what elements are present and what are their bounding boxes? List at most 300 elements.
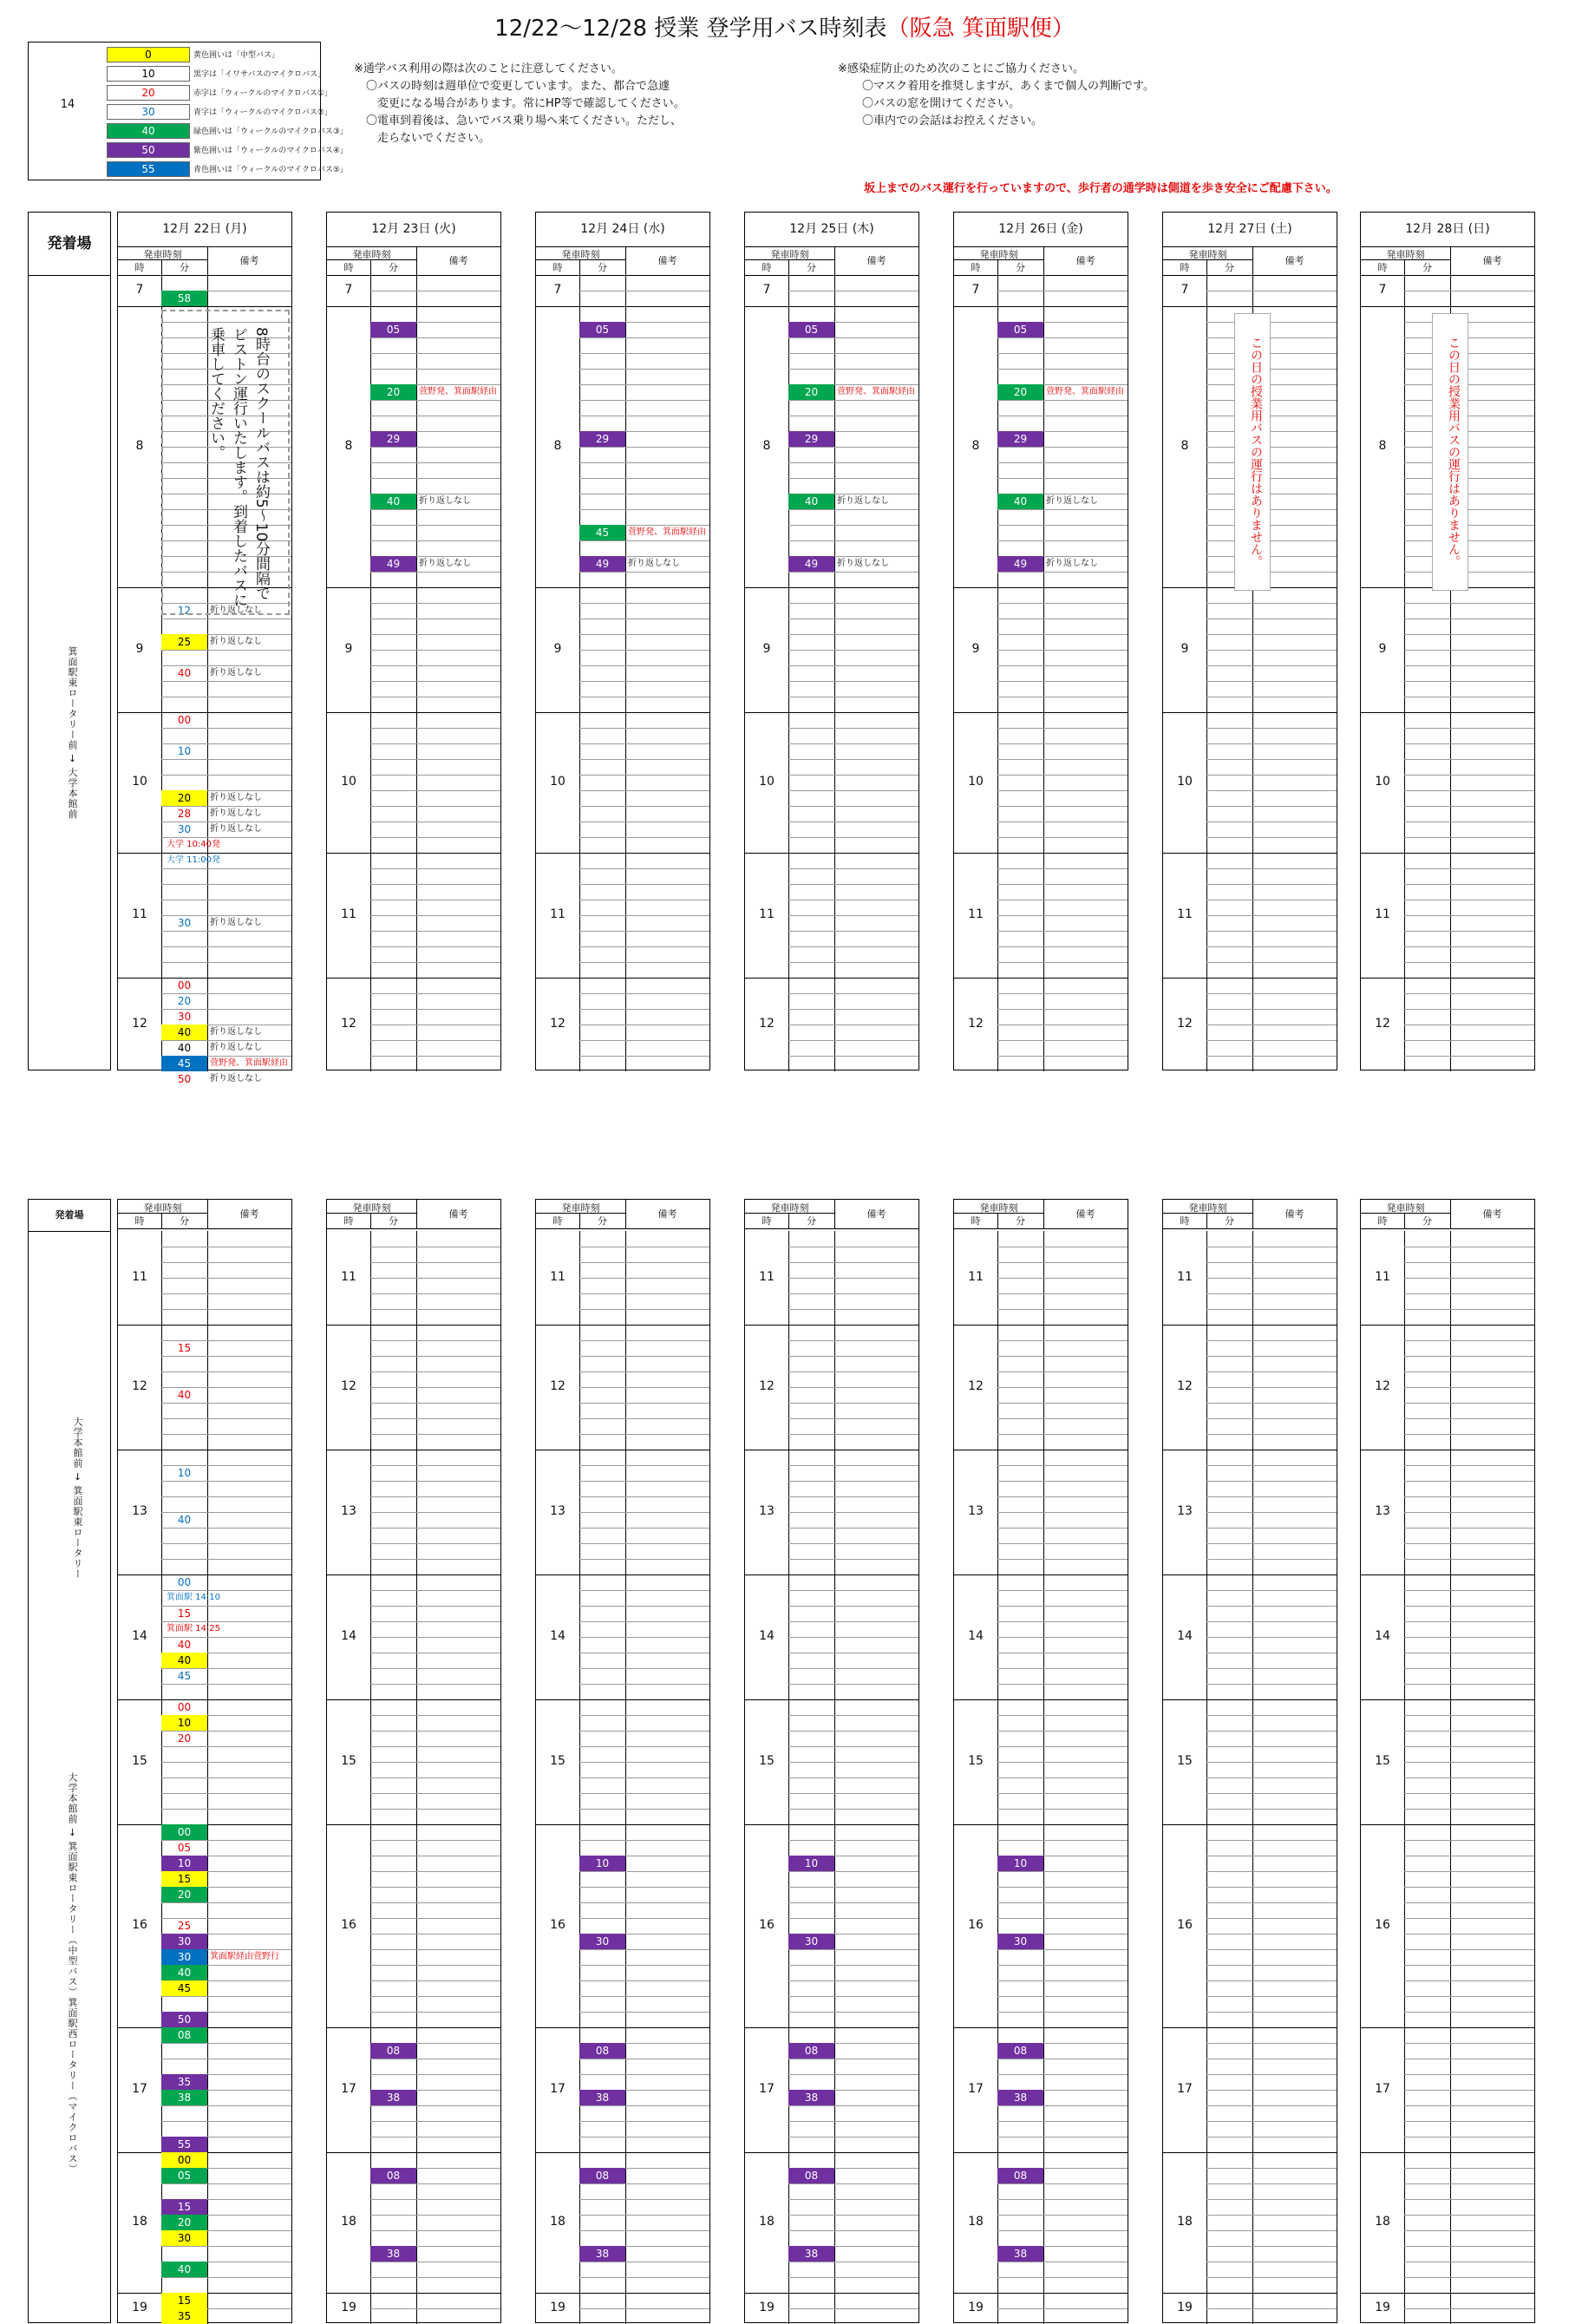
divider: [1252, 246, 1253, 275]
hour-divider: [954, 1325, 1128, 1326]
row-line: [1206, 1559, 1337, 1560]
hour-divider: [536, 306, 709, 307]
divider: [788, 259, 789, 275]
row-line: [370, 447, 500, 448]
hour-number: 7: [135, 283, 144, 297]
day-header: 12月 22日 (月): [118, 213, 291, 247]
row-line: [370, 2183, 500, 2184]
title-sub: （阪急 箕面駅便）: [886, 16, 1075, 42]
row-line: [997, 1887, 1128, 1888]
departure-minute: 20: [177, 995, 192, 1007]
hour-divider: [745, 1325, 919, 1326]
row-line: [788, 1356, 919, 1357]
legend-swatch: 0: [107, 47, 190, 62]
row-line: [579, 1746, 709, 1747]
row-line: [161, 728, 291, 729]
hour-number: 19: [550, 2301, 565, 2314]
hour-divider: [1361, 853, 1534, 854]
row-line: [579, 1965, 709, 1966]
departure-minute: 38: [788, 2246, 834, 2262]
row-line: [579, 369, 709, 370]
departure-minute: 49: [788, 556, 834, 572]
hour-label: 時: [1377, 1215, 1388, 1227]
divider: [997, 259, 998, 275]
row-line: [997, 1621, 1128, 1622]
hour-number: 16: [968, 1918, 984, 1932]
remark: 折り返しなし: [210, 668, 262, 678]
row-line: [370, 2277, 500, 2278]
day-header: 12月 28日 (日): [1361, 213, 1534, 247]
row-line: [997, 650, 1128, 651]
hour-number: 11: [1375, 1270, 1390, 1284]
departure-minute: 25: [177, 1920, 192, 1932]
row-line: [788, 1809, 919, 1810]
hour-number: 14: [550, 1629, 565, 1643]
row-line: [997, 1387, 1128, 1388]
row-line: [579, 1528, 709, 1529]
row-line: [788, 962, 919, 963]
departure-minute: 00: [177, 1701, 192, 1713]
row-line: [788, 1496, 919, 1497]
row-line: [1404, 2012, 1534, 2013]
row-line: [788, 743, 919, 744]
day-column: [326, 1199, 501, 2323]
row-line: [1206, 993, 1337, 994]
row-line: [579, 743, 709, 744]
row-line: [788, 478, 919, 479]
departure-minute: 08: [788, 2043, 834, 2059]
row-line: [1404, 369, 1534, 370]
departure-minute: 08: [579, 2168, 625, 2183]
row-line: [579, 681, 709, 682]
row-line: [1206, 1949, 1337, 1950]
row-line: [1404, 1793, 1534, 1794]
row-line: [1206, 2199, 1337, 2200]
row-line: [161, 681, 291, 682]
timetable-body: [536, 1231, 709, 2324]
hour-label: 時: [1180, 1215, 1190, 1227]
row-line: [1206, 1040, 1337, 1041]
remarks-label: 備考: [1482, 255, 1502, 266]
row-line: [1206, 1980, 1337, 1981]
row-line: [1404, 2230, 1534, 2231]
hour-number: 11: [341, 907, 356, 921]
row-line: [1206, 1496, 1337, 1497]
row-line: [997, 1040, 1128, 1041]
departure-minute: 15: [161, 1871, 207, 1887]
row-line: [1404, 1637, 1534, 1638]
row-line: [579, 2230, 709, 2231]
departure-minute: 45: [579, 525, 625, 540]
hour-number: 8: [1378, 439, 1387, 453]
row-line: [1404, 650, 1534, 651]
row-line: [997, 1559, 1128, 1560]
row-line: [370, 650, 500, 651]
row-line: [1404, 2121, 1534, 2122]
row-line: [1206, 1840, 1337, 1841]
row-line: [1404, 1056, 1534, 1057]
row-line: [997, 1996, 1128, 1997]
remarks-label: 備考: [448, 1208, 468, 1220]
remark: 折り返しなし: [837, 559, 889, 568]
row-line: [1206, 1918, 1337, 1919]
departure-minute: 49: [997, 556, 1043, 572]
hour-number: 9: [1378, 642, 1387, 656]
row-line: [997, 1371, 1128, 1372]
title-main: 12/22〜12/28 授業 登学用バス時刻表: [494, 16, 887, 42]
row-line: [161, 1777, 291, 1778]
row-line: [579, 2012, 709, 2013]
row-line: [1404, 1403, 1534, 1404]
row-line: [1206, 525, 1337, 526]
subheader: [1163, 246, 1337, 276]
departure-minute: 15: [161, 2199, 207, 2215]
row-line: [788, 1309, 919, 1310]
hour-divider: [327, 1824, 500, 1825]
dep-time-label: 発車時刻: [1188, 1202, 1227, 1214]
row-line: [997, 2230, 1128, 2231]
hour-divider: [1361, 712, 1534, 713]
hour-number: 11: [132, 1270, 147, 1284]
hour-number: 9: [762, 642, 771, 656]
row-line: [1404, 1434, 1534, 1435]
departure-minute: 00: [177, 714, 192, 726]
departure-minute: 28: [177, 808, 192, 820]
row-line: [997, 353, 1128, 354]
hour-number: 13: [1375, 1504, 1390, 1518]
hour-number: 12: [132, 1379, 147, 1393]
hour-divider: [745, 1824, 919, 1825]
hour-number: 12: [132, 1017, 147, 1031]
row-line: [1206, 1340, 1337, 1341]
hour-divider: [745, 1699, 919, 1700]
row-line: [788, 1949, 919, 1950]
row-line: [579, 775, 709, 776]
row-line: [997, 1840, 1128, 1841]
row-line: [1404, 1980, 1534, 1981]
divider: [1043, 275, 1044, 1071]
row-line: [579, 1731, 709, 1732]
departure-minute: 40: [161, 1653, 207, 1668]
hour-divider: [745, 2152, 919, 2153]
row-line: [370, 1465, 500, 1466]
remarks-label: 備考: [239, 255, 259, 266]
departure-minute: 35: [161, 2074, 207, 2090]
row-line: [1404, 1965, 1534, 1966]
row-line: [1404, 2246, 1534, 2247]
row-line: [579, 1777, 709, 1778]
divider: [1404, 1213, 1405, 1228]
row-line: [997, 1512, 1128, 1513]
legend-swatch: 55: [107, 161, 190, 177]
row-line: [370, 868, 500, 869]
row-line: [1206, 681, 1337, 682]
departure-minute: 40: [788, 494, 834, 509]
divider: [579, 275, 580, 1071]
hour-label: 時: [971, 262, 981, 273]
row-line: [1206, 1465, 1337, 1466]
row-line: [370, 1902, 500, 1903]
departure-minute: 00: [161, 1824, 207, 1840]
minute-label: 分: [1016, 262, 1025, 273]
minute-label: 分: [1016, 1215, 1025, 1227]
row-line: [997, 2277, 1128, 2278]
hour-number: 12: [550, 1379, 565, 1393]
timetable-body: [118, 275, 291, 1085]
row-line: [370, 931, 500, 932]
departure-minute: 12: [177, 605, 192, 617]
timetable-body: [327, 1231, 500, 2324]
row-line: [1404, 1840, 1534, 1841]
hour-divider: [954, 978, 1128, 979]
row-line: [997, 1434, 1128, 1435]
row-line: [161, 1543, 291, 1544]
departure-minute: 20: [161, 790, 207, 806]
legend: [28, 42, 348, 180]
row-line: [579, 1809, 709, 1810]
departure-minute: 49: [579, 556, 625, 572]
row-line: [579, 2105, 709, 2106]
row-line: [788, 1606, 919, 1607]
row-line: [788, 915, 919, 916]
row-line: [370, 2308, 500, 2309]
hour-number: 11: [550, 907, 565, 921]
legend-row: [107, 160, 348, 178]
departure-minute: 20: [177, 1732, 192, 1745]
row-line: [997, 1056, 1128, 1057]
row-line: [370, 962, 500, 963]
hour-divider: [954, 587, 1128, 588]
row-line: [997, 1684, 1128, 1685]
row-line: [997, 681, 1128, 682]
row-line: [579, 1793, 709, 1794]
hour-divider: [954, 712, 1128, 713]
minute-label: 分: [1422, 262, 1432, 273]
hour-divider: [1163, 2293, 1337, 2294]
hour-number: 17: [1375, 2082, 1390, 2096]
row-line: [1404, 2215, 1534, 2216]
row-line: [997, 1496, 1128, 1497]
hour-number: 13: [341, 1504, 356, 1518]
remark: 大学 10:40発: [167, 840, 220, 849]
row-line: [1404, 665, 1534, 666]
row-line: [579, 931, 709, 932]
row-line: [1404, 962, 1534, 963]
row-line: [788, 1684, 919, 1685]
departure-minute: 40: [177, 1639, 192, 1651]
row-line: [1206, 322, 1337, 323]
hour-number: 12: [1177, 1379, 1193, 1393]
row-line: [1206, 2074, 1337, 2075]
hour-number: 10: [1177, 775, 1193, 789]
row-line: [1206, 2090, 1337, 2091]
hour-number: 15: [1177, 1754, 1193, 1768]
row-line: [370, 1278, 500, 1279]
hour-divider: [327, 1699, 500, 1700]
row-line: [579, 447, 709, 448]
day-column: [1162, 1199, 1337, 2323]
hour-label: 時: [762, 262, 772, 273]
subheader: [118, 1200, 291, 1229]
row-line: [370, 1918, 500, 1919]
row-line: [788, 337, 919, 338]
hour-number: 12: [759, 1379, 775, 1393]
row-line: [788, 1465, 919, 1466]
departure-minute: 30: [177, 1011, 192, 1023]
departure-minute: 38: [161, 2090, 207, 2105]
row-line: [788, 1887, 919, 1888]
row-line: [579, 1278, 709, 1279]
row-line: [370, 1481, 500, 1482]
divider: [997, 1213, 998, 1228]
row-line: [1206, 1668, 1337, 1669]
remark: 折り返しなし: [210, 637, 262, 646]
row-line: [370, 1731, 500, 1732]
row-line: [1206, 2043, 1337, 2044]
row-line: [1206, 1056, 1337, 1057]
row-line: [997, 462, 1128, 463]
remark: 折り返しなし: [210, 606, 262, 615]
remark: 萱野発、箕面駅経由: [210, 1058, 288, 1068]
note-line: 走らないでください。: [366, 132, 491, 145]
row-line: [370, 837, 500, 838]
row-line: [1206, 2168, 1337, 2169]
row-line: [1404, 806, 1534, 807]
row-line: [788, 1637, 919, 1638]
row-line: [997, 1465, 1128, 1466]
row-line: [370, 1512, 500, 1513]
departure-minute: 38: [370, 2090, 416, 2105]
row-line: [579, 790, 709, 791]
row-line: [579, 1840, 709, 1841]
row-line: [1404, 1871, 1534, 1872]
row-line: [579, 962, 709, 963]
hour-divider: [954, 2293, 1128, 2294]
hour-divider: [1361, 1574, 1534, 1575]
row-line: [1206, 1621, 1337, 1622]
departure-minute: 40: [177, 1514, 192, 1526]
row-line: [1404, 1590, 1534, 1591]
row-line: [1404, 2043, 1534, 2044]
row-line: [1404, 1559, 1534, 1560]
row-line: [997, 1340, 1128, 1341]
row-line: [579, 837, 709, 838]
row-line: [370, 1668, 500, 1669]
row-line: [1206, 2246, 1337, 2247]
subheader: [1361, 1200, 1534, 1229]
hour-number: 15: [1375, 1754, 1390, 1768]
row-line: [997, 1543, 1128, 1544]
remark: 折り返しなし: [1046, 496, 1098, 506]
row-line: [1404, 400, 1534, 401]
row-line: [370, 1418, 500, 1419]
row-line: [579, 2308, 709, 2309]
remark: 折り返しなし: [210, 808, 262, 818]
row-line: [1206, 509, 1337, 510]
note-line: 〇電車到着後は、急いでバス乗り場へ来てください。ただし、: [366, 115, 683, 128]
hour-number: 11: [1177, 1270, 1193, 1284]
row-line: [161, 1496, 291, 1497]
hour-label: 時: [1377, 262, 1388, 273]
hour-divider: [1163, 2152, 1337, 2153]
row-line: [788, 2183, 919, 2184]
subheader: [327, 1200, 500, 1229]
row-line: [1404, 1902, 1534, 1903]
row-line: [1404, 868, 1534, 869]
row-line: [1404, 2199, 1534, 2200]
row-line: [1206, 1793, 1337, 1794]
day-column: [117, 212, 292, 1085]
row-line: [579, 665, 709, 666]
row-line: [997, 478, 1128, 479]
departure-minute: 20: [997, 384, 1043, 400]
hour-number: 17: [1177, 2082, 1193, 2096]
minute-label: 分: [180, 1215, 189, 1227]
station-name: 大学本館前 → 箕面駅東ロータリー（中型バス）箕面駅西ロータリー（マイクロバス）: [67, 1772, 78, 2175]
row-line: [1404, 915, 1534, 916]
hour-number: 10: [550, 775, 565, 789]
hour-number: 8: [344, 439, 353, 453]
hour-number: 11: [759, 1270, 775, 1284]
departure-minute: 30: [177, 917, 192, 929]
row-line: [997, 540, 1128, 541]
row-line: [370, 665, 500, 666]
departure-minute: 58: [161, 291, 207, 306]
row-line: [370, 915, 500, 916]
row-line: [579, 1293, 709, 1294]
divider: [370, 1213, 371, 1228]
timetable-body: [118, 1231, 291, 2324]
dep-time-label: 発車時刻: [143, 249, 182, 260]
row-line: [370, 2105, 500, 2106]
hour-divider: [954, 1699, 1128, 1700]
row-line: [161, 1403, 291, 1404]
row-line: [997, 868, 1128, 869]
row-line: [997, 1918, 1128, 1919]
row-line: [997, 1871, 1128, 1872]
row-line: [788, 1918, 919, 1919]
row-line: [370, 946, 500, 947]
row-line: [579, 650, 709, 651]
row-line: [579, 1996, 709, 1997]
row-line: [997, 1637, 1128, 1638]
row-line: [579, 2121, 709, 2122]
row-line: [1404, 1009, 1534, 1010]
row-line: [370, 462, 500, 463]
hour-divider: [1361, 306, 1534, 307]
row-line: [1206, 915, 1337, 916]
row-line: [1404, 837, 1534, 838]
row-line: [161, 962, 291, 963]
row-line: [1206, 2277, 1337, 2278]
dep-time-label: 発車時刻: [561, 1202, 600, 1214]
row-line: [161, 1481, 291, 1482]
row-line: [1404, 1809, 1534, 1810]
row-line: [370, 1009, 500, 1010]
row-line: [370, 1887, 500, 1888]
departure-minute: 05: [997, 322, 1043, 337]
hour-number: 15: [759, 1754, 775, 1768]
departure-minute: 40: [161, 1965, 207, 1980]
row-line: [1206, 462, 1337, 463]
hour-divider: [954, 306, 1128, 307]
row-line: [1206, 1606, 1337, 1607]
row-line: [370, 1715, 500, 1716]
hour-number: 17: [132, 2082, 147, 2096]
divider: [954, 259, 1043, 260]
dep-time-label: 発車時刻: [979, 249, 1018, 260]
departure-minute: 30: [177, 823, 192, 835]
